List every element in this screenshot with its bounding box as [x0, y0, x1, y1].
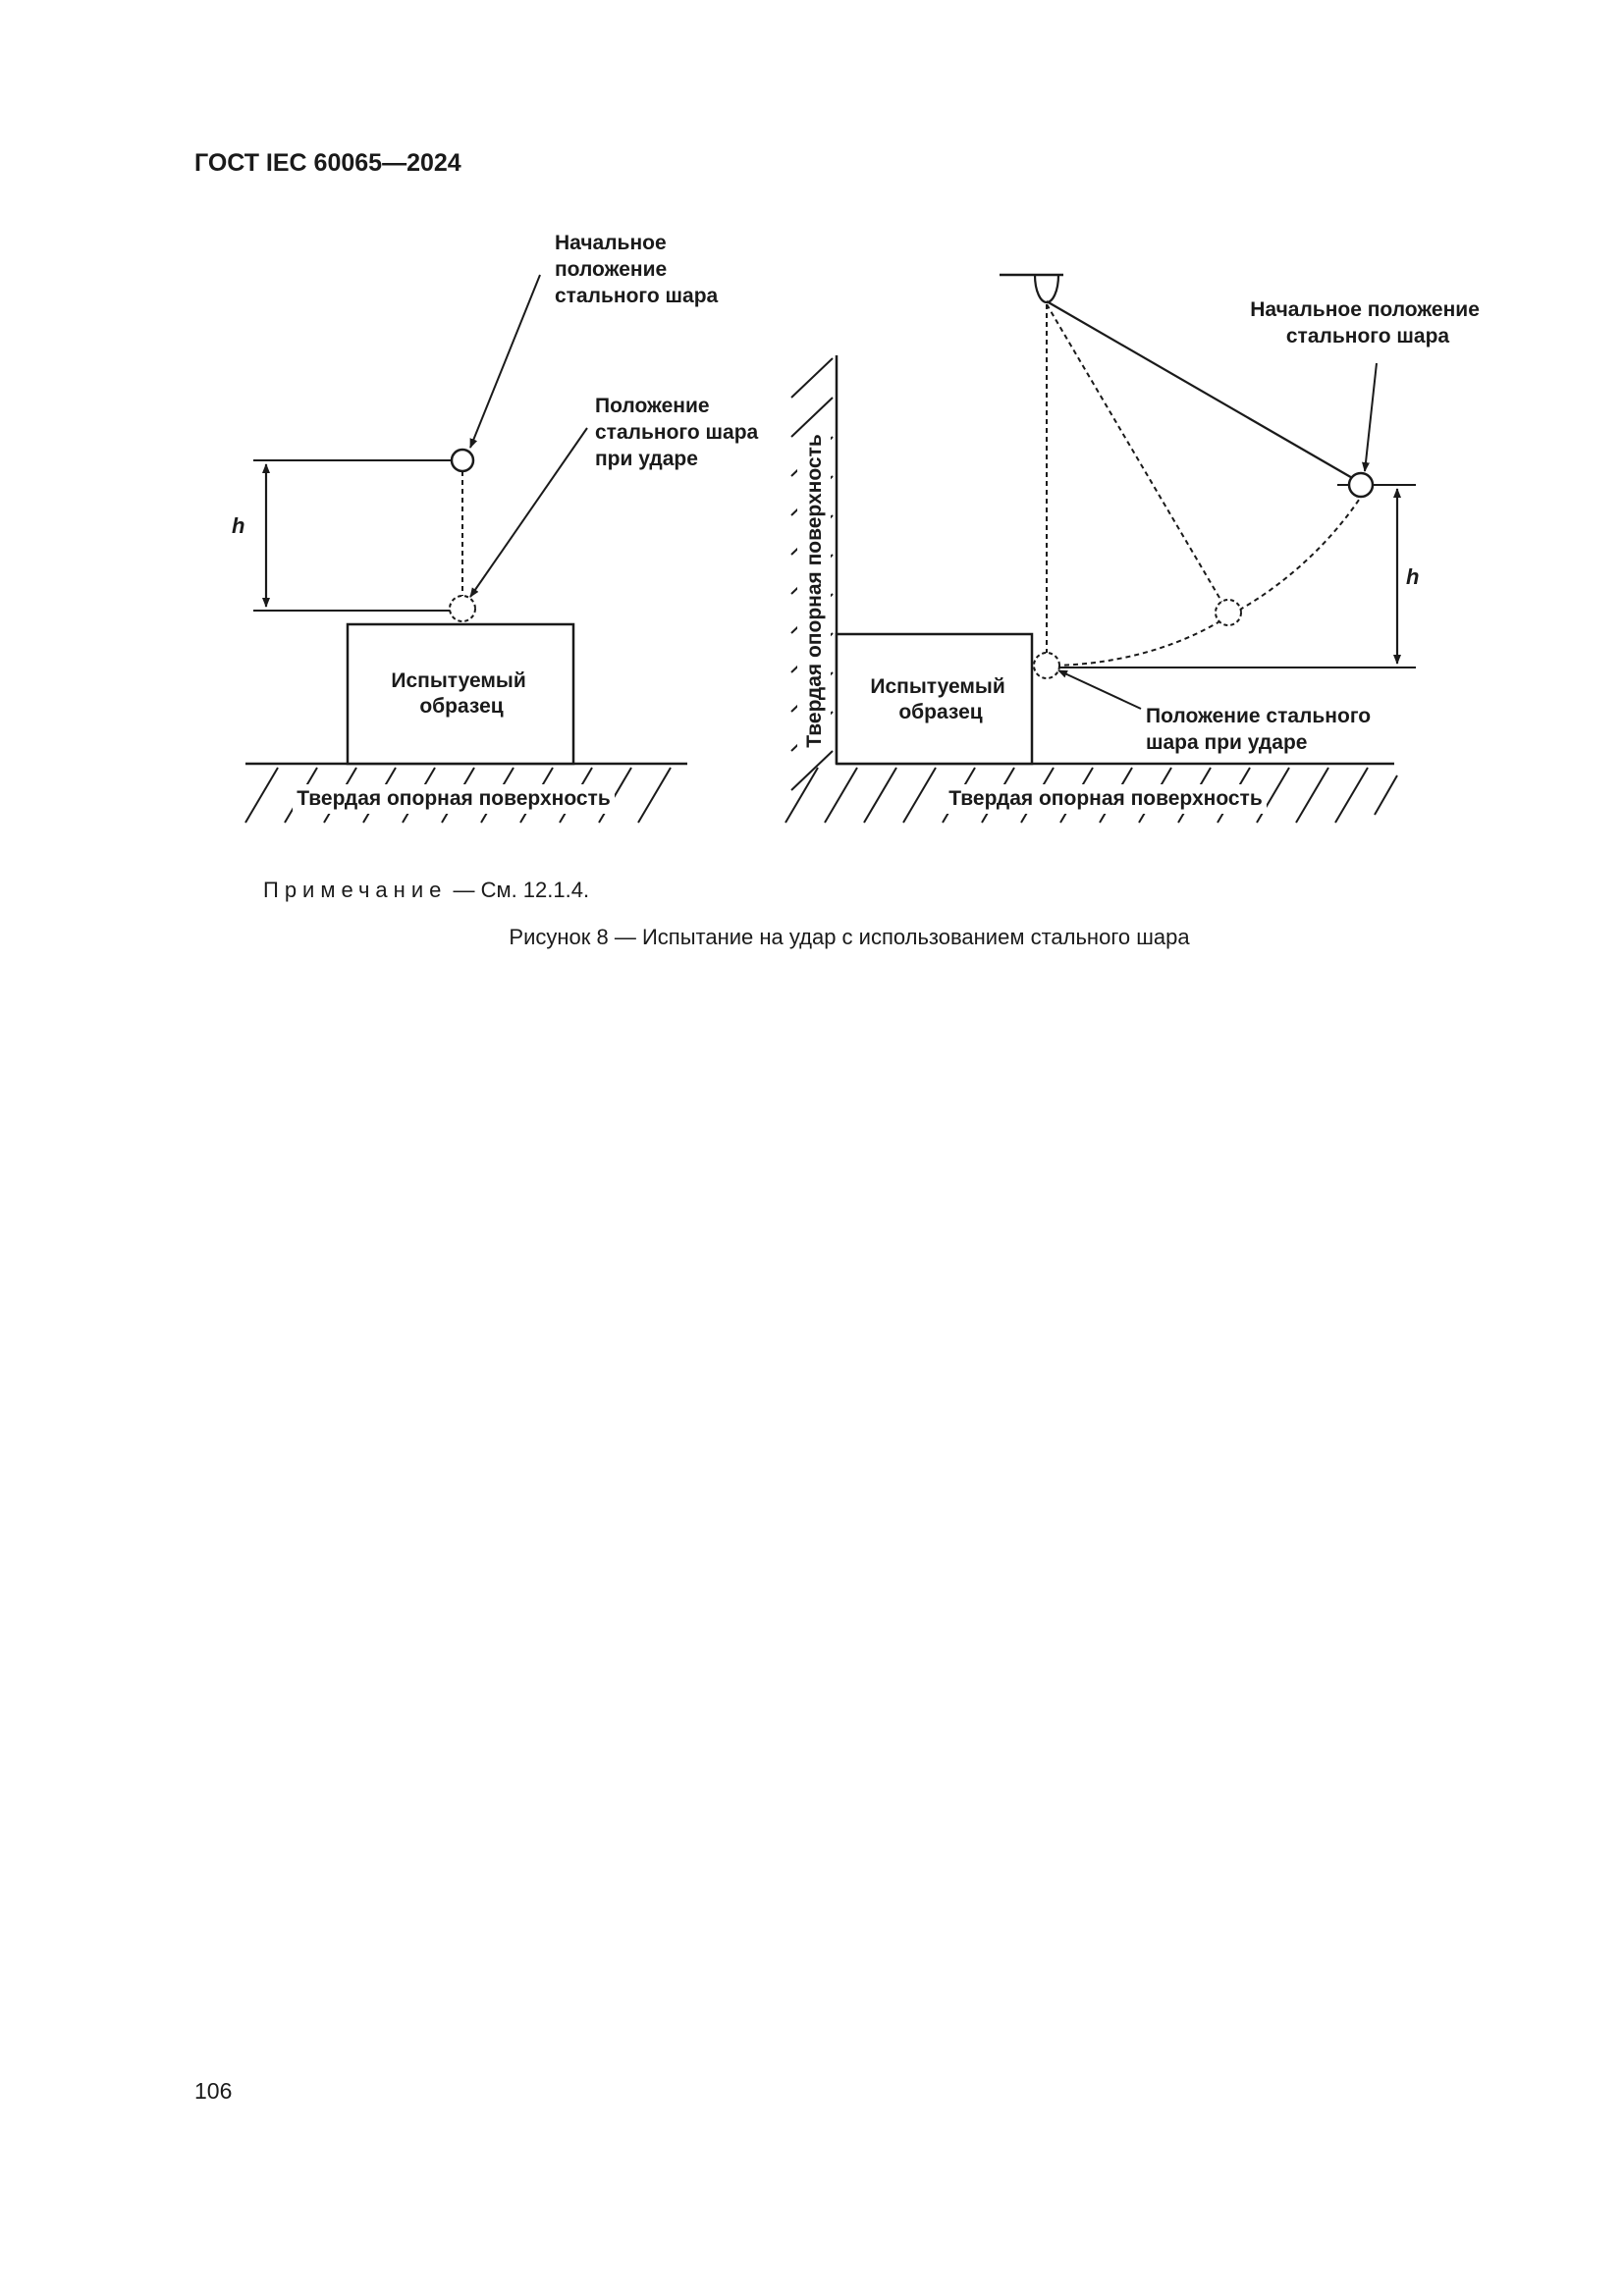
right-mid-swing-ball — [1216, 600, 1241, 625]
document-header: ГОСТ IEC 60065—2024 — [194, 149, 461, 177]
note-label: Примечание — [263, 878, 448, 902]
right-impact-ball — [1034, 653, 1059, 678]
right-initial-ball — [1349, 473, 1373, 497]
right-initial-pointer — [1365, 363, 1377, 471]
left-test-sample — [348, 624, 573, 764]
pendulum-swing-arc — [1047, 491, 1365, 666]
figure-note — [263, 878, 589, 903]
right-wall-label: Твердая опорная поверхность — [803, 434, 826, 748]
pendulum-pivot — [1000, 275, 1063, 302]
page-number: 106 — [194, 2078, 233, 2104]
impact-test-figure — [0, 0, 1624, 883]
right-impact-position-label: Положение стального шара при ударе — [1146, 705, 1372, 754]
note-text: — См. 12.1.4. — [447, 878, 590, 902]
left-height-label: h — [232, 513, 245, 538]
right-diagram — [785, 275, 1486, 823]
right-impact-pointer — [1058, 670, 1141, 709]
right-surface-label: Твердая опорная поверхность — [948, 787, 1263, 810]
left-diagram — [232, 232, 764, 823]
left-initial-pointer — [470, 275, 540, 448]
right-height-marker — [1058, 485, 1416, 667]
left-sample-label: Испытуемый образец — [391, 669, 526, 718]
right-initial-position-label: Начальное положение стального шара — [1250, 298, 1480, 347]
figure-caption: Рисунок 8 — Испытание на удар с использованием стального шара — [509, 925, 1190, 949]
left-impact-ball — [450, 596, 475, 621]
left-surface-label: Твердая опорная поверхность — [297, 787, 611, 810]
right-height-label: h — [1406, 564, 1420, 589]
left-impact-position-label: Положение стального шара при ударе — [595, 395, 759, 470]
left-height-marker — [253, 460, 461, 611]
left-impact-pointer — [470, 428, 587, 597]
left-initial-ball — [452, 450, 473, 471]
right-sample-label: Испытуемый образец — [870, 675, 1005, 723]
right-test-sample — [837, 634, 1032, 764]
left-initial-position-label: Начальное положение стального шара — [555, 232, 719, 307]
pendulum-mid-line — [1047, 304, 1222, 603]
